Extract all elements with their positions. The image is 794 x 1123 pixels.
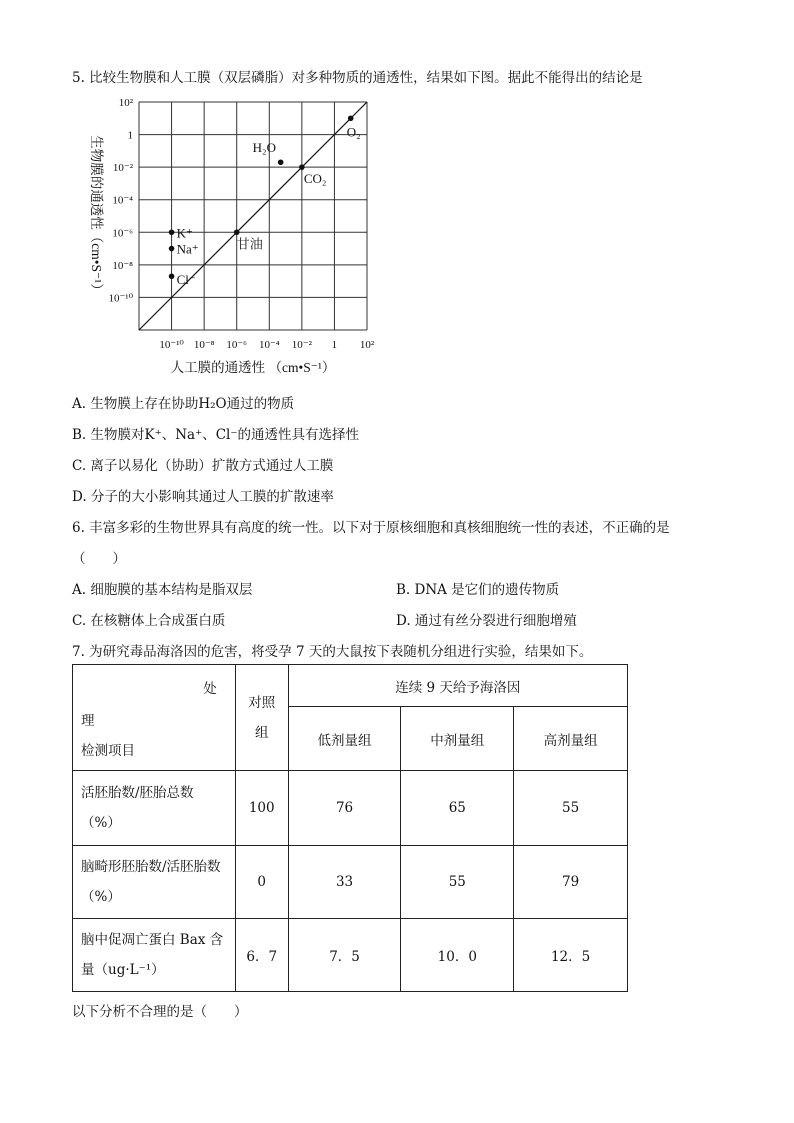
data-point: [278, 159, 284, 165]
cell-low: 7．5: [288, 918, 401, 991]
corner-label-top: 处: [203, 681, 217, 697]
table-row: [73, 845, 628, 918]
row-item: 脑畸形胚胎数/活胚胎数 （%）: [73, 845, 236, 918]
cell-control: 100: [235, 771, 288, 845]
data-point-label: O₂: [346, 124, 361, 140]
chart-grid: [139, 102, 367, 330]
control-header: 对照组: [235, 665, 288, 771]
q7-followup: 以下分析不合理的是（ ）: [72, 1004, 248, 1020]
x-tick-label: 10²: [359, 339, 375, 351]
q5-option-d[interactable]: D. 分子的大小影响其通过人工膜的扩散速率: [72, 489, 334, 505]
q6-stem: 6. 丰富多彩的生物世界具有高度的统一性。以下对于原核细胞和真核细胞统一性的表述，不正确的是: [72, 520, 670, 536]
data-point-label: Cl⁻: [176, 272, 196, 288]
low-dose-header: 低剂量组: [288, 707, 401, 771]
data-point-label: Na⁺: [176, 241, 199, 257]
x-tick-label: 10⁻⁶: [226, 339, 248, 351]
x-tick-label: 10⁻²: [291, 339, 312, 351]
y-tick-label: 10⁻⁶: [112, 227, 133, 240]
y-axis-label: 生物膜的通透性（cm•S⁻¹）: [89, 135, 104, 297]
x-tick-label: 10⁻⁴: [258, 339, 280, 351]
q6-option-b[interactable]: B. DNA 是它们的遗传物质: [396, 582, 560, 598]
cell-mid: 55: [401, 845, 514, 918]
q6-option-c[interactable]: C. 在核糖体上合成蛋白质: [72, 613, 226, 629]
x-tick-label: 10⁻¹⁰: [159, 339, 184, 351]
q6-bracket: （ ）: [72, 551, 126, 567]
y-tick-label: 10⁻⁴: [112, 194, 133, 207]
x-tick-label: 10⁻⁸: [193, 339, 215, 351]
high-dose-header: 高剂量组: [514, 707, 628, 771]
data-point: [169, 229, 175, 235]
data-point-label: H₂O: [252, 140, 276, 156]
q5-option-c[interactable]: C. 离子以易化（协助）扩散方式通过人工膜: [72, 458, 334, 474]
cell-high: 79: [514, 845, 628, 918]
cell-high: 55: [514, 771, 628, 845]
y-tick-label: 10²: [118, 97, 133, 109]
data-point: [169, 246, 175, 252]
data-point: [348, 115, 354, 121]
table-corner-cell: [73, 665, 236, 771]
cell-control: 0: [235, 845, 288, 918]
table-row: [73, 771, 628, 845]
heroin-group-header: 连续 9 天给予海洛因: [288, 665, 627, 707]
row-item: 脑中促凋亡蛋白 Bax 含 量（ug·L⁻¹）: [73, 918, 236, 991]
cell-control: 6．7: [235, 918, 288, 991]
q6-option-d[interactable]: D. 通过有丝分裂进行细胞增殖: [396, 613, 577, 629]
chart-points: [169, 115, 361, 287]
x-tick-label: 1: [331, 339, 338, 351]
data-point-label: K⁺: [176, 225, 193, 241]
q5-option-a[interactable]: A. 生物膜上存在协助H₂O通过的物质: [72, 396, 295, 412]
cell-mid: 10．0: [401, 918, 514, 991]
q7-stem: 7. 为研究毒品海洛因的危害，将受孕 7 天的大鼠按下表随机分组进行实验，结果如下。: [72, 644, 593, 660]
permeability-chart: [82, 92, 382, 375]
corner-label-mid: 理: [81, 713, 95, 729]
y-tick-label: 10⁻⁸: [112, 259, 133, 272]
data-point: [169, 273, 175, 279]
table-row: [73, 918, 628, 991]
cell-high: 12．5: [514, 918, 628, 991]
y-tick-label: 10⁻²: [112, 162, 133, 175]
mid-dose-header: 中剂量组: [401, 707, 514, 771]
equal-permeability-line: [139, 102, 367, 330]
data-point-label: 甘油: [236, 236, 263, 252]
x-axis-label: 人工膜的通透性 （cm•S⁻¹）: [170, 360, 336, 375]
q5-stem: 5. 比较生物膜和人工膜（双层磷脂）对多种物质的通透性，结果如下图。据此不能得出的结论是: [72, 70, 643, 86]
q6-option-a[interactable]: A. 细胞膜的基本结构是脂双层: [72, 582, 253, 598]
data-point: [299, 164, 305, 170]
row-item: 活胚胎数/胚胎总数 （%）: [73, 771, 236, 845]
chart-axes: [89, 97, 375, 375]
q5-option-b[interactable]: B. 生物膜对K⁺、Na⁺、Cl⁻的通透性具有选择性: [72, 427, 359, 443]
data-point-label: CO₂: [303, 171, 327, 187]
results-table: [72, 664, 628, 992]
cell-low: 76: [288, 771, 401, 845]
data-point: [234, 229, 240, 235]
y-tick-label: 10⁻¹⁰: [108, 292, 133, 305]
cell-mid: 65: [401, 771, 514, 845]
cell-low: 33: [288, 845, 401, 918]
y-tick-label: 1: [127, 129, 133, 142]
corner-label-bottom: 检测项目: [81, 743, 135, 759]
